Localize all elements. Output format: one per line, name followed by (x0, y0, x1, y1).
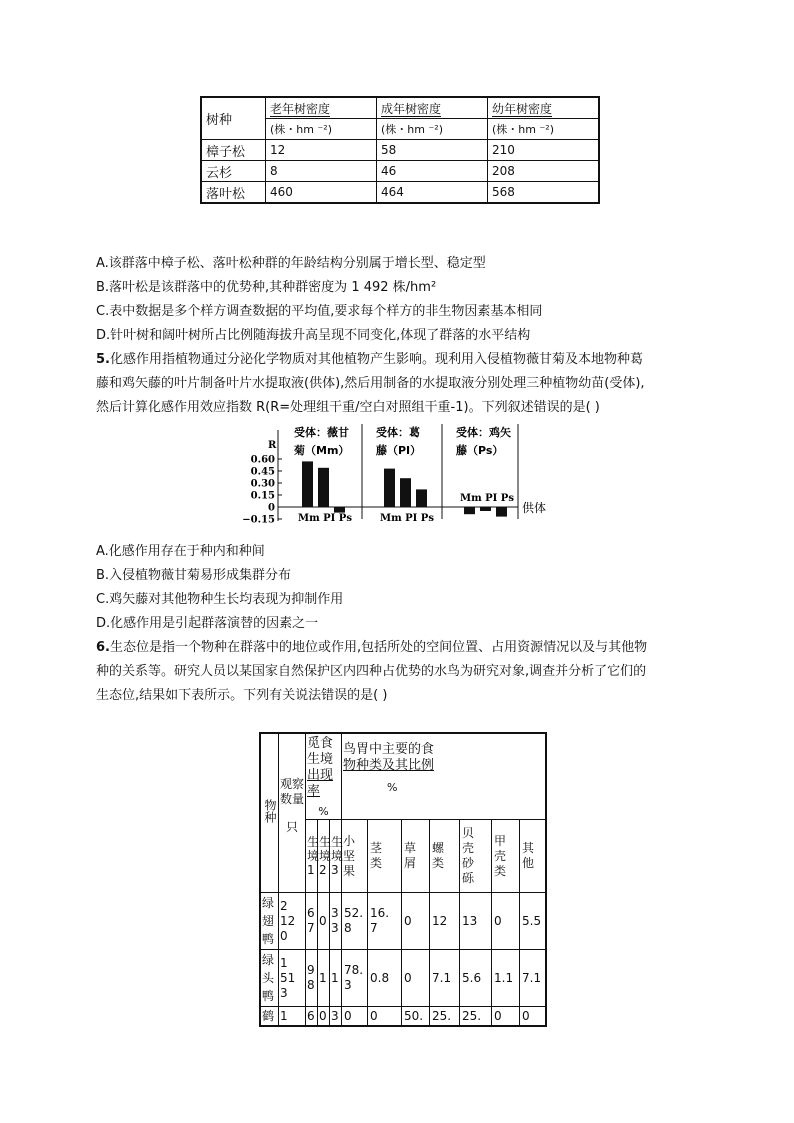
bar (334, 507, 345, 513)
count-cell: 2 120 (279, 893, 306, 950)
bar (464, 507, 475, 514)
q4-option-b: B.落叶松是该群落中的优势种,其种群密度为 1 492 株/hm² (96, 280, 437, 295)
food-cell: 1.1 (492, 950, 520, 1007)
q5-option-a: A.化感作用存在于种内和种间 (96, 544, 265, 559)
y-tick-label: 0.30 (250, 478, 275, 490)
food-cell: 50. (402, 1007, 430, 1027)
bar (496, 507, 507, 517)
env-cell: 3 (330, 1007, 342, 1027)
food-cell: 12 (430, 893, 460, 950)
category-tick-label: Mm PI Ps (460, 493, 514, 504)
food-cell: 7.1 (430, 950, 460, 1007)
chart-layer (242, 424, 546, 526)
q6-stem-line-1: 6.生态位是指一个物种在群落中的地位或作用,包括所处的空间位置、占用资源情况以及与其他物 (96, 640, 648, 655)
food-cell: 16.7 (368, 893, 402, 950)
env-cell: 0 (318, 893, 330, 950)
env-cell: 1 (330, 950, 342, 1007)
q5-stem-line-3: 然后计算化感作用效应指数 R(R=处理组干重/空白对照组干重-1)。下列叙述错误的是( ) (96, 400, 600, 415)
q4-option-a: A.该群落中樟子松、落叶松种群的年龄结构分别属于增长型、稳定型 (96, 256, 486, 271)
food-cell: 0 (342, 1007, 368, 1027)
group-label-2: 藤（Ps） (456, 444, 504, 457)
food-cell: 0 (520, 1007, 547, 1027)
food-cell: 25. (460, 1007, 492, 1027)
y-tick-label: 0.45 (250, 466, 275, 478)
count-cell: 1 513 (279, 950, 306, 1007)
food-col-2: 茎类 (368, 820, 402, 893)
group-label-2: 菊（Mm） (294, 444, 350, 457)
env-cell: 6 (306, 1007, 318, 1027)
food-cell: 0 (368, 1007, 402, 1027)
env-cell: 33 (330, 893, 342, 950)
q5-stem-line-2: 藤和鸡矢藤的叶片制备叶片水提取液(供体),然后用制备的水提取液分别处理三种植物幼苗(受体), (96, 376, 645, 391)
table-header-row (260, 733, 546, 820)
table-row (260, 893, 546, 950)
bar (416, 489, 427, 507)
food-cell: 7.1 (520, 950, 547, 1007)
q4-option-c: C.表中数据是多个样方调查数据的平均值,要求每个样方的非生物因素基本相同 (96, 304, 543, 319)
y-tick-label: 0 (268, 502, 275, 514)
food-cell: 0 (402, 950, 430, 1007)
group-label-1: 受体：鸡矢 (456, 426, 511, 439)
category-tick-label: Mm PI Ps (380, 513, 434, 524)
food-cell: 13 (460, 893, 492, 950)
header-adult: 成年树密度 (377, 97, 488, 119)
q6-stem-line-2: 种的关系等。研究人员以某国家自然保护区内四种占优势的水鸟为研究对象,调查并分析了它们的 (96, 664, 647, 679)
header-count-unit: 只 (279, 820, 306, 893)
env-col-1: 生境1 (306, 820, 318, 893)
food-cell: 0 (492, 893, 520, 950)
food-cell: 5.6 (460, 950, 492, 1007)
food-cell: 0.8 (368, 950, 402, 1007)
group-label-1: 受体：葛 (376, 426, 420, 439)
waterbird-niche-table (259, 732, 547, 1027)
unit-old: (株・hm ⁻²) (266, 119, 377, 140)
category-tick-label: Mm PI Ps (298, 513, 352, 524)
food-cell: 52.8 (342, 893, 368, 950)
env-cell: 67 (306, 893, 318, 950)
allelopathy-bar-chart (240, 420, 560, 532)
food-col-6: 甲壳类 (492, 820, 520, 893)
q5-stem-line-1: 5.化感作用指植物通过分泌化学物质对其他植物产生影响。现利用入侵植物薇甘菊及本地物种葛 (96, 352, 643, 367)
food-cell: 0 (402, 893, 430, 950)
tree-density-table (200, 96, 600, 204)
header-species: 物种 (260, 733, 279, 893)
y-tick-label: 0.15 (250, 490, 275, 502)
q5-option-b: B.入侵植物薇甘菊易形成集群分布 (96, 568, 292, 583)
q6-stem-line-3: 生态位,结果如下表所示。下列有关说法错误的是( ) (96, 688, 388, 703)
env-col-3: 生境3 (330, 820, 342, 893)
food-col-1: 小坚果 (342, 820, 368, 893)
food-col-3: 草屑 (402, 820, 430, 893)
header-old: 老年树密度 (266, 97, 377, 119)
food-cell: 0 (492, 1007, 520, 1027)
q6-number: 6. (96, 640, 110, 655)
x-axis-label: 供体 (522, 501, 547, 515)
header-young: 幼年树密度 (488, 97, 600, 119)
group-label-1: 受体：薇甘 (294, 426, 349, 439)
food-col-7: 其他 (520, 820, 547, 893)
bar (480, 507, 491, 511)
header-food: 鸟胃中主要的食 物种类及其比例 % (342, 733, 547, 820)
food-col-5: 贝壳砂砾 (460, 820, 492, 893)
unit-adult: (株・hm ⁻²) (377, 119, 488, 140)
header-count: 观察 数量 (279, 733, 306, 820)
table-row (260, 1007, 546, 1027)
env-cell: 98 (306, 950, 318, 1007)
y-axis-label: R (268, 440, 277, 451)
species-cell: 绿头鸭 (260, 950, 279, 1007)
q5-option-c: C.鸡矢藤对其他物种生长均表现为抑制作用 (96, 592, 344, 607)
count-cell: 1 (279, 1007, 306, 1027)
bar (400, 478, 411, 507)
bar (302, 461, 313, 507)
env-col-2: 生境2 (318, 820, 330, 893)
species-cell: 鹤 (260, 1007, 279, 1027)
food-cell: 78.3 (342, 950, 368, 1007)
table-row: 樟子松 12 58 210 (201, 140, 599, 161)
table-header-row (201, 97, 599, 119)
q4-option-d: D.针叶树和阔叶树所占比例随海拔升高呈现不同变化,体现了群落的水平结构 (96, 328, 531, 343)
group-label-2: 藤（PI） (376, 444, 422, 457)
table-subheader-row (260, 820, 546, 893)
table-row: 落叶松 460 464 568 (201, 182, 599, 204)
table-row (260, 950, 546, 1007)
table-row: 云杉 8 46 208 (201, 161, 599, 182)
env-cell: 1 (318, 950, 330, 1007)
food-col-4: 螺类 (430, 820, 460, 893)
food-cell: 5.5 (520, 893, 547, 950)
species-cell: 绿翅鸭 (260, 893, 279, 950)
y-tick-label: −0.15 (242, 514, 275, 526)
food-cell: 25. (430, 1007, 460, 1027)
q5-option-d: D.化感作用是引起群落演替的因素之一 (96, 616, 319, 631)
unit-young: (株・hm ⁻²) (488, 119, 600, 140)
q5-number: 5. (96, 352, 110, 367)
env-cell: 0 (318, 1007, 330, 1027)
header-env: 觅食 生境 出现率 % (306, 733, 342, 820)
header-species: 树种 (201, 97, 266, 140)
bar (384, 469, 395, 507)
y-tick-label: 0.60 (250, 454, 275, 466)
bar (318, 468, 329, 507)
